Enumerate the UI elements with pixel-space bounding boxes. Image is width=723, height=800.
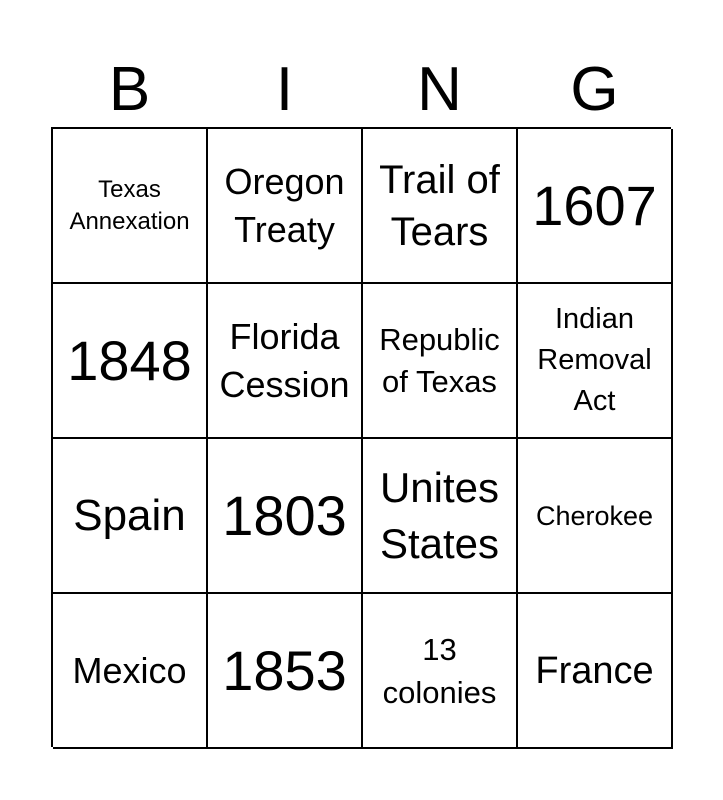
bingo-cell[interactable] xyxy=(518,439,673,594)
cell-text: Mexico xyxy=(72,649,187,691)
bingo-cell[interactable] xyxy=(363,129,518,284)
bingo-cell[interactable] xyxy=(208,439,363,594)
bingo-cell[interactable] xyxy=(363,594,518,749)
bingo-cell[interactable] xyxy=(53,594,208,749)
cell-text: Cherokee xyxy=(535,500,654,531)
cell-text: Texas Annexation xyxy=(69,175,190,235)
header-letter-g: G xyxy=(570,55,619,124)
bingo-cell[interactable] xyxy=(208,284,363,439)
cell-text: Oregon Treaty xyxy=(224,160,345,250)
cell-text: 1803 xyxy=(222,483,347,547)
cell-text: 1853 xyxy=(222,638,347,702)
bingo-cell[interactable] xyxy=(53,439,208,594)
bingo-cell[interactable] xyxy=(518,594,673,749)
bingo-cell[interactable] xyxy=(208,129,363,284)
bingo-header xyxy=(52,52,672,127)
cell-text: 13 colonies xyxy=(382,631,497,710)
cell-text: Indian Removal Act xyxy=(537,303,652,417)
bingo-cell[interactable] xyxy=(363,284,518,439)
header-letter-n: N xyxy=(417,55,462,124)
cell-text: 1848 xyxy=(67,328,192,392)
bingo-cell[interactable] xyxy=(53,284,208,439)
bingo-cell[interactable] xyxy=(518,129,673,284)
cell-text: Trail of Tears xyxy=(379,157,500,254)
header-letter-i: I xyxy=(275,55,294,124)
cell-text: Spain xyxy=(73,490,186,540)
bingo-cell[interactable] xyxy=(518,284,673,439)
cell-text: Florida Cession xyxy=(219,315,350,405)
bingo-cell[interactable] xyxy=(208,594,363,749)
cell-text: 1607 xyxy=(532,173,657,237)
cell-text: Unites States xyxy=(379,463,500,567)
bingo-cell[interactable] xyxy=(363,439,518,594)
bingo-cell[interactable] xyxy=(53,129,208,284)
cell-text: France xyxy=(535,649,654,692)
bingo-board xyxy=(51,127,671,747)
header-letter-b: B xyxy=(108,55,151,124)
cell-text: Republic of Texas xyxy=(379,321,500,399)
